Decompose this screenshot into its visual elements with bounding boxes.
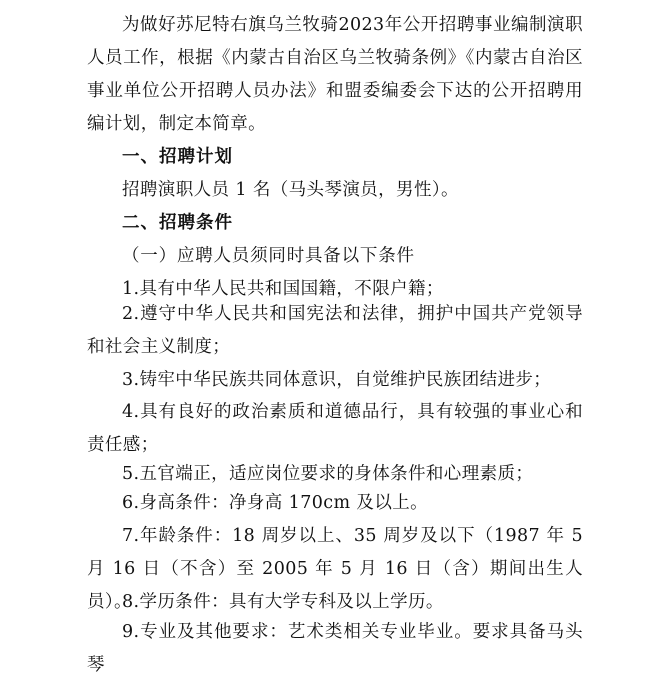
condition-item-8: 8.学历条件：具有大学专科及以上学历。 <box>122 592 444 612</box>
condition-item-9: 9.专业及其他要求：艺术类相关专业毕业。要求具备马头琴 <box>87 622 583 675</box>
condition-item-2: 2.遵守中华人民共和国宪法和法律，拥护中国共产党领导和社会主义制度； <box>87 304 583 357</box>
section-heading-recruitment-conditions: 二、招聘条件 <box>122 213 233 233</box>
condition-item-7: 7.年龄条件：18 周岁以上、35 周岁及以下（1987 年 5 月 16 日（不含）至 2005 年 5 月 16 日（含）期间出生人员）。 <box>87 526 583 612</box>
condition-item-4: 4.具有良好的政治素质和道德品行，具有较强的事业心和责任感； <box>87 402 583 455</box>
recruitment-plan-text: 招聘演职人员 1 名（马头琴演员，男性）。 <box>122 180 459 200</box>
condition-item-1: 1.具有中华人民共和国国籍，不限户籍； <box>122 279 444 299</box>
condition-item-5: 5.五官端正，适应岗位要求的身体条件和心理素质； <box>122 464 534 484</box>
intro-paragraph: 为做好苏尼特右旗乌兰牧骑2023年公开招聘事业编制演职人员工作，根据《内蒙古自治区乌兰牧骑条例》《内蒙古自治区事业单位公开招聘人员办法》和盟委编委会下达的公开招聘用编计划，制定本简章。 <box>87 15 583 134</box>
conditions-subheading: （一）应聘人员须同时具备以下条件 <box>122 246 415 266</box>
condition-item-6: 6.身高条件：净身高 170cm 及以上。 <box>122 493 429 513</box>
condition-item-3: 3.铸牢中华民族共同体意识，自觉维护民族团结进步； <box>122 370 552 390</box>
section-heading-recruitment-plan: 一、招聘计划 <box>122 147 233 167</box>
